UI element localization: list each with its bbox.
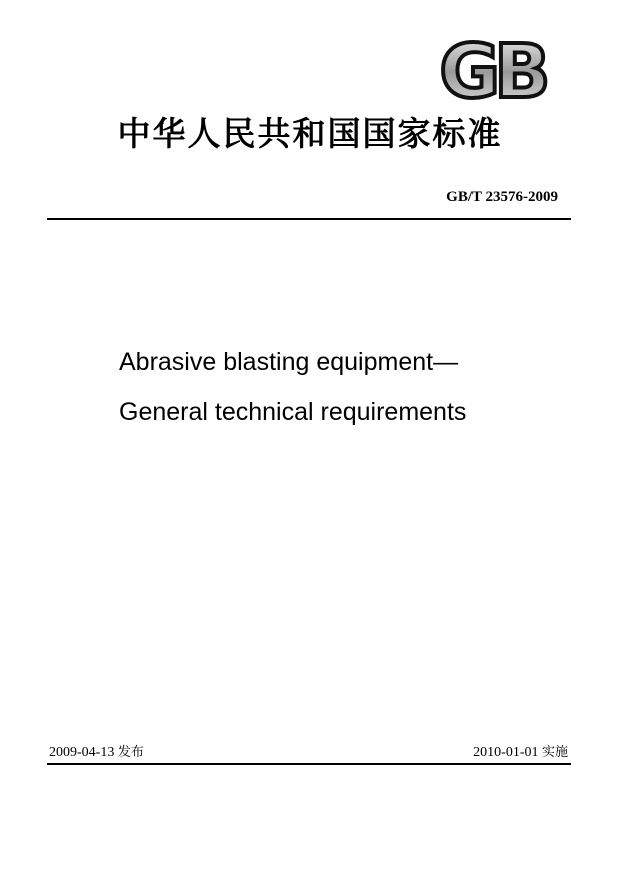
issue-date: 2009-04-13	[49, 745, 115, 760]
document-title-line-1: Abrasive blasting equipment—	[119, 348, 459, 376]
effective-label: 实施	[541, 745, 568, 760]
effective-date-block	[473, 741, 568, 761]
national-standard-title: 中华人民共和国国家标准	[117, 114, 503, 153]
issue-date-block	[49, 741, 144, 761]
standard-number: GB/T 23576-2009	[446, 189, 558, 205]
svg-text:GB: GB	[439, 37, 545, 105]
gb-logo	[426, 37, 558, 105]
document-title-line-2: General technical requirements	[119, 398, 467, 426]
header-divider	[47, 218, 571, 220]
footer-divider	[47, 763, 571, 765]
effective-date: 2010-01-01	[473, 745, 539, 760]
issue-label: 发布	[117, 745, 144, 760]
